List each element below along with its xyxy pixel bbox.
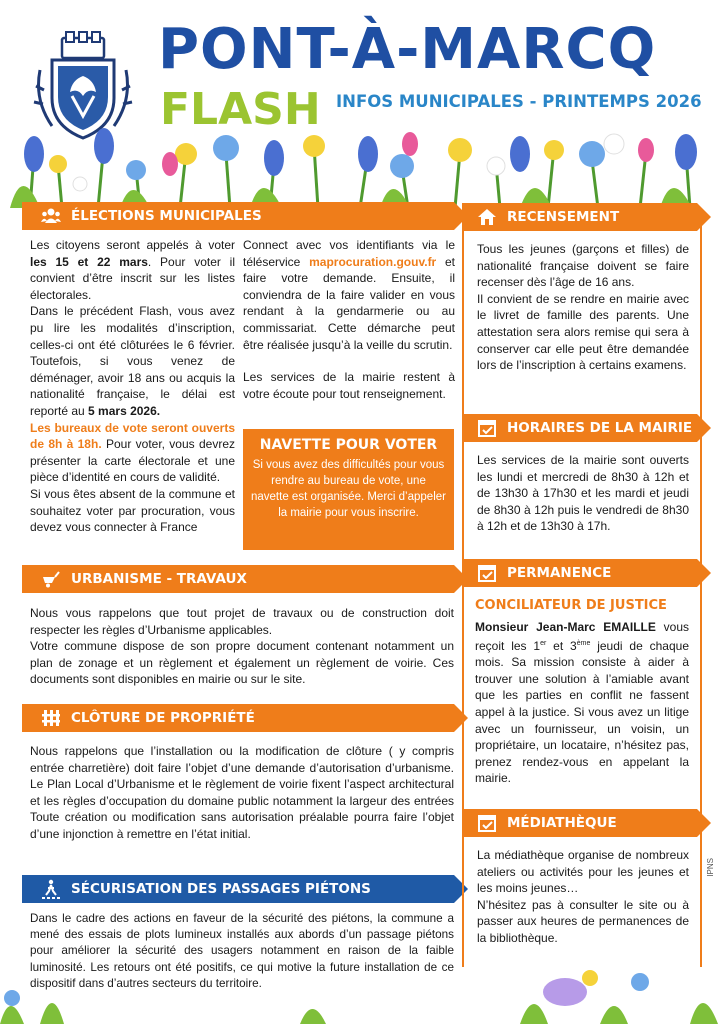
home-icon xyxy=(476,206,498,228)
paragraph: Dans le précédent Flash, vous avez pu lire les modalités d’inscription, celles-ci ont été clôturées le 6 février. Toutefois, si vous venez de déménager, avoir 18 ans ou acquis la nationalité française, le délai est reporté au 5 mars 2026. xyxy=(30,304,235,418)
calendar-check-icon xyxy=(476,417,498,439)
paragraph: Dans le cadre des actions en faveur de la sécurité des piétons, la commune a mené des essais de plots lumineux installés aux abords d’un passage piétons pour améliorer la sécurité des usagers notamment en raison de la faible luminosité. Les retours ont été positifs, ce qui motive la future installation de ce dispositif dans d’autres secteurs du territoire. xyxy=(30,912,454,990)
calendar-check-icon xyxy=(476,562,498,584)
section-bar-mediatheque xyxy=(462,809,697,837)
section-bar-elections xyxy=(22,202,454,230)
navette-title: NAVETTE POUR VOTER xyxy=(259,437,438,453)
fence-icon xyxy=(40,707,62,729)
paragraph: Les bureaux de vote seront ouverts de 8h à 18h. Pour voter, vous devrez présenter la carte électorale et une pièce d’identité en cours de validité. xyxy=(30,420,235,485)
paragraph: La médiathèque organise de nombreux ateliers ou activités pour les jeunes et les moins jeunes… xyxy=(477,848,689,896)
section-title: ÉLECTIONS MUNICIPALES xyxy=(71,208,262,224)
section-bar-securisation xyxy=(22,875,454,903)
paragraph: Nous rappelons que l’installation ou la modification de clôture ( y compris entrée charretière) doit faire l’objet d’une demande d’autorisation d’urbanisme. Le Plan Local d’Urbanisme et le règlement de voirie fixent l’aspect architectural et les règles d’occupation du domaine public notamment la largeur des entrées Toute création ou modification sans autorisation préalable pourra faire l’objet d’une injonction à remettre en l’état initial. xyxy=(30,744,454,841)
ipns-label: IPNS xyxy=(706,858,715,877)
section-title: URBANISME - TRAVAUX xyxy=(71,571,247,587)
flower-banner-decoration xyxy=(0,124,725,208)
urbanisme-text xyxy=(30,605,454,688)
paragraph: Les services de la mairie restent à votre écoute pour tout renseignement. xyxy=(243,370,455,401)
section-bar-permanence xyxy=(462,559,697,587)
pedestrian-crossing-icon xyxy=(40,878,62,900)
section-bar-urbanisme xyxy=(22,565,454,593)
paragraph: Les services de la mairie sont ouverts les lundi et mercredi de 8h30 à 12h et de 13h30 à 17h30 et les mardi et jeudi de 8h30 à 12h puis le vendredi de 8h30 à 12h et de 13h30 à 17h. xyxy=(477,453,689,534)
paragraph: Votre commune dispose de son propre document contenant notamment un plan de zonage et un règlement et également un règlement de voirie. Ces documents sont disponibles en mairie ou sur le site. xyxy=(30,639,454,687)
elections-column-1 xyxy=(30,237,235,536)
section-title: CLÔTURE DE PROPRIÉTÉ xyxy=(71,710,255,726)
flower-footer-decoration xyxy=(0,968,725,1024)
navette-text: Si vous avez des difficultés pour vous rendre au bureau de vote, une navette est organisée. Merci d’appeler la mairie pour vous inscrire. xyxy=(251,459,446,519)
section-title: MÉDIATHÈQUE xyxy=(507,815,617,831)
paragraph: Nous vous rappelons que tout projet de travaux ou de construction doit respecter les règles d’Urbanisme applicables. xyxy=(30,606,454,637)
flash-title: FLASH xyxy=(160,84,321,135)
paragraph: Si vous êtes absent de la commune et souhaitez voter par procuration, vous devez vous connecter à France xyxy=(30,486,235,535)
section-title: RECENSEMENT xyxy=(507,209,620,225)
horaires-text xyxy=(477,452,689,535)
section-title: HORAIRES DE LA MAIRIE xyxy=(507,420,693,436)
paragraph: Monsieur Jean-Marc EMAILLE vous reçoit les 1er et 3ème jeudi de chaque mois. Sa mission consiste à aider à trouver une solution à l’amiable avant que les parties en conflit ne fassent appel à la justice. Si vous avez un litige avec un fournisseur, un voisin, un propriétaire, un locataire, n’hésitez pas, prenez rendez-vous en appelant la mairie. xyxy=(475,620,689,786)
calendar-check-icon xyxy=(476,812,498,834)
section-bar-recensement xyxy=(462,203,697,231)
cloture-text xyxy=(30,743,454,843)
section-bar-horaires xyxy=(462,414,697,442)
section-title: PERMANENCE xyxy=(507,565,612,581)
elections-column-2 xyxy=(243,237,455,402)
paragraph: Tous les jeunes (garçons et filles) de nationalité française doivent se faire recenser dès l’âge de 16 ans. xyxy=(477,242,689,290)
edition-subtitle: INFOS MUNICIPALES - PRINTEMPS 2026 xyxy=(336,92,702,111)
page-title: PONT-À-MARCQ xyxy=(158,17,657,82)
conciliateur-title: CONCILIATEUR DE JUSTICE xyxy=(475,598,667,613)
people-icon xyxy=(40,205,62,227)
paragraph: Il convient de se rendre en mairie avec le livret de famille des parents. Une attestation sera alors remise qui sera à conserver car elle peut être demandée lors de l’inscription à certains examens. xyxy=(477,291,689,373)
navette-box xyxy=(243,429,454,550)
paragraph: Les citoyens seront appelés à voter les 15 et 22 mars. Pour voter il convient d’être inscrit sur les listes électorales. xyxy=(30,238,235,302)
section-title: SÉCURISATION DES PASSAGES PIÉTONS xyxy=(71,881,371,897)
paragraph: Connect avec vos identifiants via le téléservice maprocuration.gouv.fr et faire votre demande. Ensuite, il conviendra de la faire valider en vous rendant à la gendarmerie ou au commissariat. Cette démarche peut être réalisée jusqu’à la veille du scrutin. xyxy=(243,238,455,352)
paragraph: N’hésitez pas à consulter le site ou à passer aux heures de permanences de la bibliothèque. xyxy=(477,897,689,945)
mediatheque-text xyxy=(477,847,689,947)
procuration-link[interactable]: maprocuration.gouv.fr xyxy=(309,254,437,269)
permanence-text xyxy=(475,619,689,787)
section-bar-cloture xyxy=(22,704,454,732)
recensement-text xyxy=(477,241,689,374)
wheelbarrow-icon xyxy=(40,568,62,590)
